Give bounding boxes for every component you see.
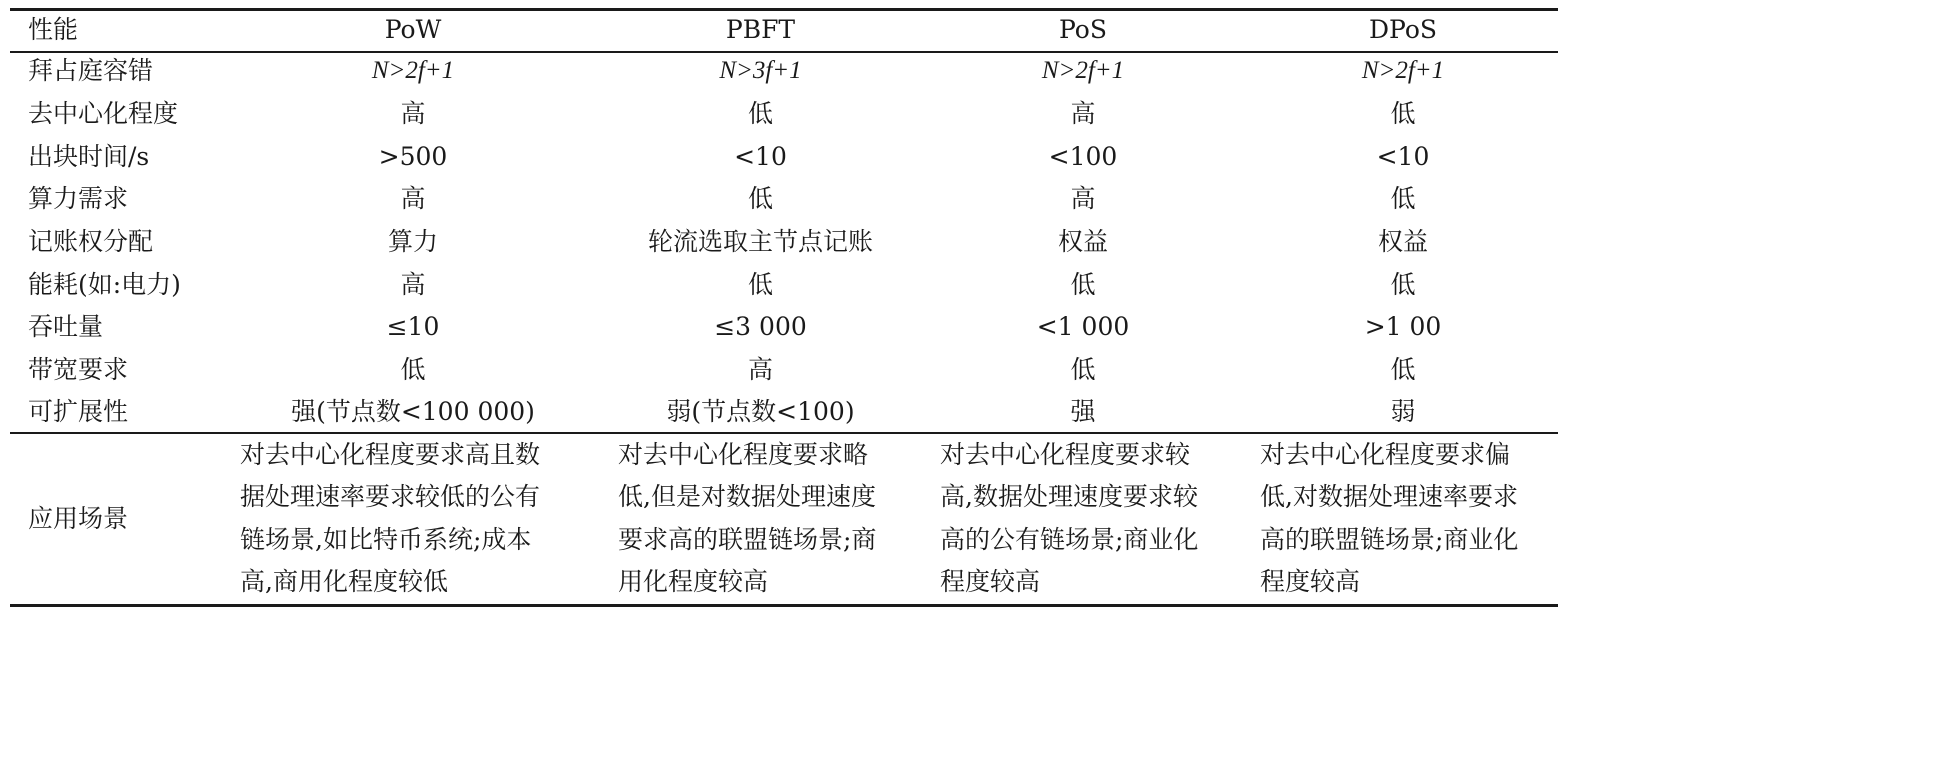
bottom-rule bbox=[10, 604, 1558, 607]
row-pow-value: 算力 bbox=[387, 227, 438, 256]
row-pbft-value: N>3f+1 bbox=[719, 57, 802, 84]
row-pos-value: 强 bbox=[1070, 397, 1096, 426]
scenario-pbft-line: 对去中心化程度要求略 bbox=[618, 440, 869, 469]
row-metric: 去中心化程度 bbox=[28, 99, 179, 128]
scenario-pow-line: 据处理速率要求较低的公有 bbox=[240, 482, 541, 511]
row-dpos-value: N>2f+1 bbox=[1361, 57, 1445, 84]
row-pbft-value: 低 bbox=[747, 270, 773, 299]
row-pow-value: ≤10 bbox=[386, 312, 440, 341]
row-pow-value: 高 bbox=[400, 184, 426, 213]
row-pbft-value: 弱(节点数<100) bbox=[666, 397, 855, 426]
row-dpos-value: >1 00 bbox=[1364, 312, 1442, 341]
scenario-pow-line: 链场景,如比特币系统;成本 bbox=[240, 525, 532, 554]
row-metric: 算力需求 bbox=[28, 184, 129, 213]
header-dpos: DPoS bbox=[1368, 15, 1438, 44]
scenario-pbft-line: 用化程度较高 bbox=[618, 567, 769, 596]
row-pbft-value: 轮流选取主节点记账 bbox=[647, 227, 873, 256]
row-pos-value: 高 bbox=[1070, 184, 1096, 213]
scenario-pos-line: 高,数据处理速度要求较 bbox=[940, 482, 1198, 511]
scenario-metric: 应用场景 bbox=[28, 504, 129, 533]
row-pow-value: 强(节点数<100 000) bbox=[291, 397, 535, 426]
row-pbft-value: 高 bbox=[747, 355, 773, 384]
row-metric: 带宽要求 bbox=[28, 355, 129, 384]
row-pow-value: N>2f+1 bbox=[371, 57, 455, 84]
scenario-pbft-line: 要求高的联盟链场景;商 bbox=[618, 525, 877, 554]
row-metric: 出块时间/s bbox=[28, 142, 150, 171]
row-metric: 能耗(如:电力) bbox=[28, 270, 181, 299]
row-metric: 记账权分配 bbox=[28, 227, 154, 256]
scenario-pos-line: 高的公有链场景;商业化 bbox=[940, 525, 1199, 554]
row-dpos-value: 低 bbox=[1390, 184, 1416, 213]
row-pbft-value: 低 bbox=[747, 184, 773, 213]
header-pbft: PBFT bbox=[725, 15, 796, 44]
row-metric: 拜占庭容错 bbox=[28, 56, 154, 85]
row-pos-value: 低 bbox=[1070, 355, 1096, 384]
header-pos: PoS bbox=[1059, 15, 1107, 44]
row-pos-value: <100 bbox=[1048, 142, 1118, 171]
scenario-dpos-line: 程度较高 bbox=[1260, 567, 1361, 596]
row-metric: 可扩展性 bbox=[28, 397, 129, 426]
scenario-pbft-line: 低,但是对数据处理速度 bbox=[618, 482, 876, 511]
scenario-pow-line: 高,商用化程度较低 bbox=[240, 567, 448, 596]
row-pos-value: 低 bbox=[1070, 270, 1096, 299]
row-dpos-value: 权益 bbox=[1377, 227, 1428, 256]
header-metric: 性能 bbox=[28, 15, 79, 44]
scenario-pos-line: 对去中心化程度要求较 bbox=[940, 440, 1191, 469]
scenario-pos-line: 程度较高 bbox=[940, 567, 1041, 596]
row-pbft-value: <10 bbox=[734, 142, 787, 171]
row-pow-value: 高 bbox=[400, 270, 426, 299]
row-pbft-value: ≤3 000 bbox=[714, 312, 807, 341]
header-pow: PoW bbox=[384, 15, 442, 44]
row-pos-value: 高 bbox=[1070, 99, 1096, 128]
scenario-dpos-line: 对去中心化程度要求偏 bbox=[1260, 440, 1511, 469]
row-pow-value: 低 bbox=[400, 355, 426, 384]
row-pos-value: 权益 bbox=[1057, 227, 1108, 256]
row-pos-value: N>2f+1 bbox=[1041, 57, 1125, 84]
row-dpos-value: 低 bbox=[1390, 99, 1416, 128]
scenario-pow-line: 对去中心化程度要求高且数 bbox=[240, 440, 541, 469]
row-dpos-value: 低 bbox=[1390, 270, 1416, 299]
row-dpos-value: 弱 bbox=[1390, 397, 1416, 426]
row-pow-value: 高 bbox=[400, 99, 426, 128]
row-pbft-value: 低 bbox=[747, 99, 773, 128]
row-pos-value: <1 000 bbox=[1036, 312, 1130, 341]
scenario-dpos-line: 低,对数据处理速率要求 bbox=[1260, 482, 1518, 511]
row-dpos-value: 低 bbox=[1390, 355, 1416, 384]
row-pow-value: >500 bbox=[378, 142, 448, 171]
scenario-dpos-line: 高的联盟链场景;商业化 bbox=[1260, 525, 1519, 554]
row-metric: 吞吐量 bbox=[28, 312, 104, 341]
row-dpos-value: <10 bbox=[1376, 142, 1430, 171]
